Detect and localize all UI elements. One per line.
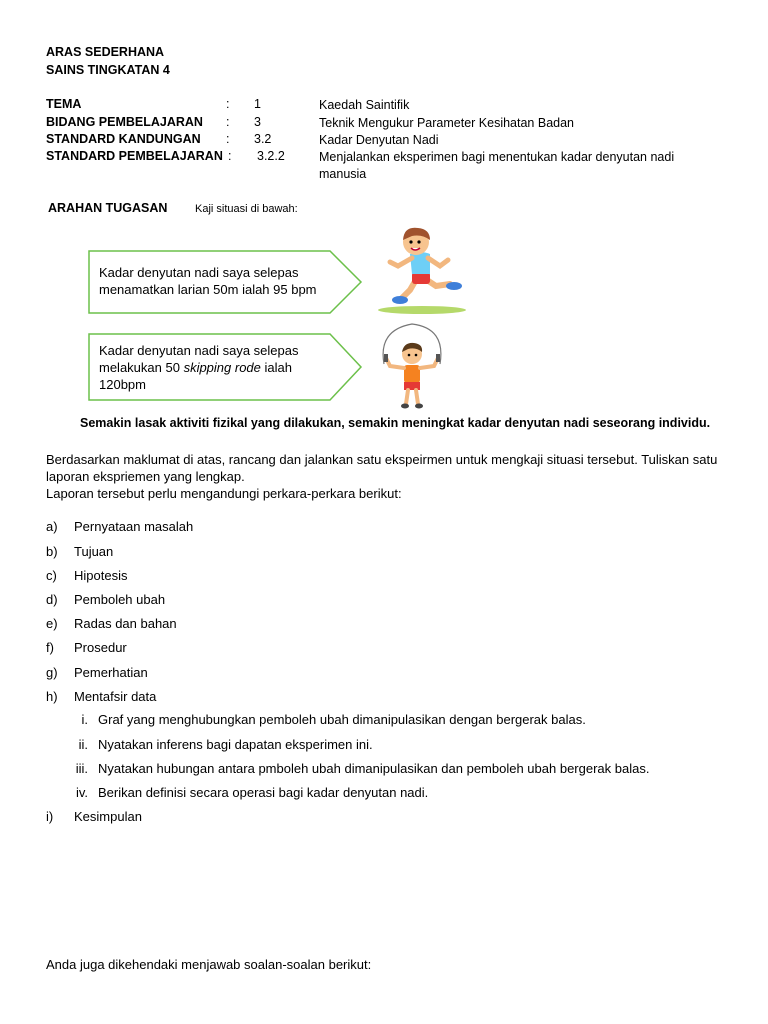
meta-colon: :	[226, 115, 230, 129]
meta-number: 3.2.2	[257, 149, 285, 163]
callout-skipping	[88, 333, 360, 401]
key-statement: Semakin lasak aktiviti fizikal yang dilakukan, semakin meningkat kadar denyutan nadi seseorang individu.	[80, 416, 711, 430]
meta-row-pembelajaran	[46, 149, 726, 183]
meta-colon: :	[226, 132, 230, 146]
callout-running-text: Kadar denyutan nadi saya selepas menamatkan larian 50m ialah 95 bpm	[99, 265, 317, 297]
meta-key: TEMA	[46, 97, 82, 111]
skipping-boy-illustration	[376, 320, 450, 412]
meta-value: Kadar Denyutan Nadi	[319, 133, 439, 147]
paragraph-line1: Berdasarkan maklumat di atas, rancang dan jalankan satu ekspeirmen untuk mengkaji situasi tersebut. Tuliskan satu laporan ekspriemen yang lengkap.	[46, 452, 718, 484]
meta-row-bidang	[46, 115, 726, 132]
meta-colon: :	[226, 97, 230, 111]
meta-number: 1	[254, 97, 261, 111]
level-heading: ARAS SEDERHANA	[46, 45, 165, 59]
meta-key: STANDARD KANDUNGAN	[46, 132, 201, 146]
meta-value: Kaedah Saintifik	[319, 98, 410, 112]
meta-colon: :	[228, 149, 232, 163]
meta-key: STANDARD PEMBELAJARAN	[46, 149, 223, 163]
task-heading: ARAHAN TUGASAN	[48, 201, 168, 215]
meta-row-kandungan	[46, 132, 726, 149]
meta-value: Teknik Mengukur Parameter Kesihatan Badan	[319, 116, 575, 130]
meta-value: Menjalankan eksperimen bagi menentukan kadar denyutan nadi manusia	[319, 150, 675, 181]
callout-skipping-text: Kadar denyutan nadi saya selepas melakukan 50 skipping rode ialah 120bpm	[99, 343, 299, 392]
meta-row-tema	[46, 97, 726, 114]
task-paragraph	[46, 451, 736, 502]
task-instruction: Kaji situasi di bawah:	[195, 203, 298, 215]
meta-key: BIDANG PEMBELAJARAN	[46, 115, 203, 129]
subject-heading: SAINS TINGKATAN 4	[46, 63, 170, 77]
meta-number: 3	[254, 115, 261, 129]
callout-running	[88, 250, 360, 314]
running-boy-illustration	[372, 226, 472, 318]
meta-number: 3.2	[254, 132, 272, 146]
paragraph-line2: Laporan tersebut perlu mengandungi perkara-perkara berikut:	[46, 486, 402, 501]
footer-instruction: Anda juga dikehendaki menjawab soalan-soalan berikut:	[46, 957, 372, 972]
